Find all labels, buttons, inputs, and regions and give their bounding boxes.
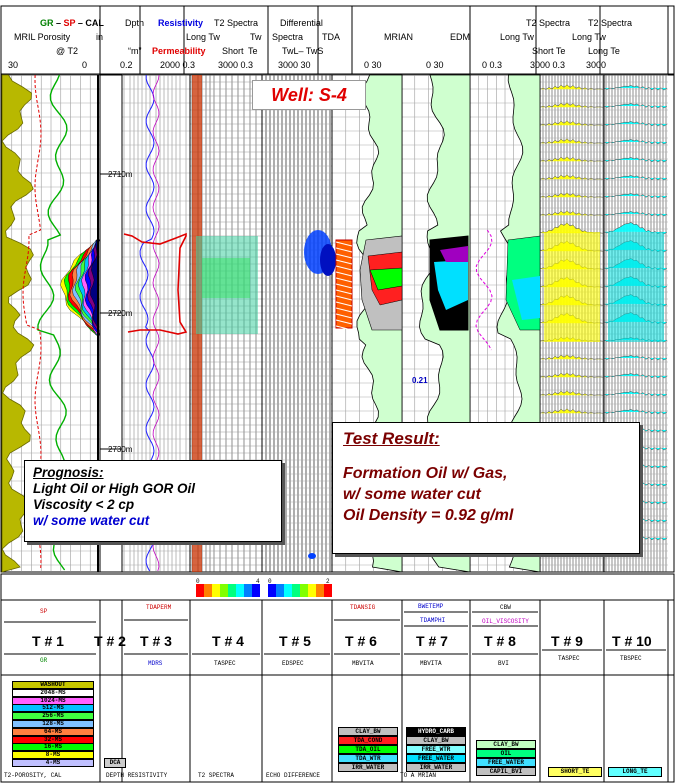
mrianLegend-item: FREE_WTR: [406, 745, 466, 754]
t2c-longte: Long Te: [588, 46, 620, 56]
depth-2730: 2730m: [108, 445, 133, 454]
curve-tdansig: TDANSIG: [350, 604, 376, 611]
col1-scale-left: 30: [8, 60, 19, 70]
colorbar1-seg: [228, 584, 236, 597]
tda-label: TDA: [322, 32, 340, 42]
curve-taspec: TASPEC: [214, 660, 236, 667]
mrian-scale: 0 30: [426, 60, 444, 70]
t2-long-title: T2 Spectra: [214, 18, 259, 28]
colorbar2-seg: [276, 584, 284, 597]
at-t2-label: @ T2: [56, 46, 78, 56]
footer-2: DEPTH RESISTIVITY: [106, 772, 168, 779]
colorbar2-seg: [300, 584, 308, 597]
tdaLegend-item: IRR_WATER: [338, 763, 398, 772]
tdaLegend-item: TDA_OIL: [338, 745, 398, 754]
t2c-longtw: Long Tw: [572, 32, 606, 42]
tdaLegend-item: TDA_COND: [338, 736, 398, 745]
porosity-legend-item: 1024-MS: [12, 697, 94, 705]
tdaLegend-item: CLAY_BW: [338, 727, 398, 736]
t2-short-label: Short: [222, 46, 244, 56]
curve-taspec9: TASPEC: [558, 655, 580, 662]
colorbar2-seg: [308, 584, 316, 597]
curve-edspec: EDSPEC: [282, 660, 304, 667]
tw-label: Tw: [250, 32, 262, 42]
footer-tag: DCA: [104, 758, 126, 768]
colorbar1-seg: [236, 584, 244, 597]
footer-3: T2 SPECTRA: [198, 772, 235, 779]
curve-bwetemp: BWETEMP: [418, 603, 444, 610]
col1-scale-mid: 0: [82, 60, 88, 70]
bviLegend-item: CAPIL_BVI: [476, 767, 536, 776]
porosity-legend-item: WASHOUT: [12, 681, 94, 689]
mrian-label: MRIAN: [384, 32, 413, 42]
tda-scale: 0 30: [364, 60, 382, 70]
permeability-label: Permeability: [152, 46, 206, 56]
depth-2710: 2710m: [108, 170, 133, 179]
curve-tdamphi: TDAMPHI: [420, 617, 446, 624]
porosity-legend-item: 64-MS: [12, 728, 94, 736]
prognosis-line3: w/ some water cut: [33, 513, 150, 528]
t4-spectrum-core: [202, 258, 250, 298]
footer-5: TO A MRIAN: [400, 772, 437, 779]
colorbar1-seg: [220, 584, 228, 597]
tdaLegend-item: TDA_WTR: [338, 754, 398, 763]
prognosis-line2: Viscosity < 2 cp: [33, 497, 135, 512]
mrianLegend-item: CLAY_BW: [406, 736, 466, 745]
t10-bright-zone: [608, 232, 664, 342]
curve-oilvisc: OIL_VISCOSITY: [482, 618, 529, 625]
t2c-scale: 3000: [586, 60, 607, 70]
test-result-box: [332, 422, 640, 554]
mrianLegend-item: FREE_WATER: [406, 754, 466, 763]
resistivity-label: Resistivity: [158, 18, 204, 28]
t5-diff-dot: [308, 553, 316, 559]
t2b-scale: 3000 0.3: [530, 60, 566, 70]
track-label-6: T # 6: [345, 633, 377, 649]
t2b-shortte: Short Te: [532, 46, 566, 56]
legend-long-te: LONG_TE: [608, 767, 662, 777]
sp-label: SP: [63, 18, 76, 28]
track-label-9: T # 9: [551, 633, 583, 649]
porosity-legend-item: 32-MS: [12, 736, 94, 744]
colorbar2-seg: [284, 584, 292, 597]
prognosis-title: Prognosis:: [33, 465, 104, 480]
track-label-5: T # 5: [279, 633, 311, 649]
sep1: –: [53, 18, 64, 28]
porosity-legend-item: 4-MS: [12, 759, 94, 767]
bviLegend-item: FREE_WATER: [476, 758, 536, 767]
mril-porosity-label: MRIL Porosity: [14, 32, 71, 42]
t2b-title: T2 Spectra: [526, 18, 571, 28]
t2-long-tw: Long Tw: [186, 32, 220, 42]
col1-header: [40, 18, 104, 28]
track-label-2: T # 2: [94, 633, 126, 649]
well-label: Well: S-4: [252, 80, 366, 110]
prognosis-line1: Light Oil or High GOR Oil: [33, 481, 195, 496]
test-result-line2: w/ some water cut: [343, 486, 481, 503]
curve-mbvita7: MBVITA: [420, 660, 442, 667]
curve-tbspec10: TBSPEC: [620, 655, 642, 662]
col1-scale-right: 0.2: [120, 60, 133, 70]
mrianLegend-item: HYDRO_CARB: [406, 727, 466, 736]
colorbar1-seg: [196, 584, 204, 597]
track-label-4: T # 4: [212, 633, 244, 649]
curve-sp: SP: [40, 608, 48, 615]
depth-label: Dpth: [125, 18, 145, 28]
curve-mdrs: MDRS: [148, 660, 163, 667]
bviLegend-item: CLAY_BW: [476, 740, 536, 749]
porosity-legend-item: 8-MS: [12, 751, 94, 759]
curve-cbw: CBW: [500, 604, 511, 611]
colorbar1-seg: [244, 584, 252, 597]
test-result-line1: Formation Oil w/ Gas,: [343, 465, 508, 482]
edm-value: 0.21: [412, 376, 428, 385]
diff-sub-label: TwL– TwS: [282, 46, 324, 56]
spectra-label: Spectra: [272, 32, 304, 42]
footer-4: ECHO DIFFERENCE: [266, 772, 321, 779]
t2-short-te: Te: [248, 46, 258, 56]
depth-unit: “m”: [128, 46, 142, 56]
t5-diff-core: [320, 244, 336, 276]
curve-mbvita6: MBVITA: [352, 660, 374, 667]
colorbar-tick-1: 4: [256, 578, 260, 585]
porosity-legend-item: 2048-MS: [12, 689, 94, 697]
test-result-title: Test Result:: [343, 429, 440, 448]
curve-gr: GR: [40, 657, 48, 664]
curve-bvi: BVI: [498, 660, 509, 667]
diff-scale: 3000 30: [278, 60, 311, 70]
legend-short-te: SHORT_TE: [548, 767, 602, 777]
track-label-1: T # 1: [32, 633, 64, 649]
depth-2720: 2720m: [108, 309, 133, 318]
differential-label: Differential: [280, 18, 323, 28]
gr-label: GR: [40, 18, 54, 28]
mrianLegend-item: IRR_WATER: [406, 763, 466, 772]
resistivity-scale: 2000 0.3: [160, 60, 196, 70]
bviLegend-item: OIL: [476, 749, 536, 758]
edm-label: EDM: [450, 32, 470, 42]
porosity-legend-item: 16-MS: [12, 743, 94, 751]
colorbar2-seg: [268, 584, 276, 597]
colorbar-tick-2: 0: [268, 578, 272, 585]
colorbar2-seg: [292, 584, 300, 597]
cal-label: – CAL: [75, 18, 104, 28]
test-result-line3: Oil Density = 0.92 g/ml: [343, 507, 514, 524]
track-label-8: T # 8: [484, 633, 516, 649]
porosity-legend-item: 256-MS: [12, 712, 94, 720]
t2b-longtw: Long Tw: [500, 32, 534, 42]
track-label-10: T # 10: [612, 633, 652, 649]
colorbar1-seg: [252, 584, 260, 597]
porosity-legend-item: 128-MS: [12, 720, 94, 728]
t2-scale: 3000 0.3: [218, 60, 254, 70]
colorbar1-seg: [212, 584, 220, 597]
track-label-7: T # 7: [416, 633, 448, 649]
colorbar2-seg: [324, 584, 332, 597]
prognosis-box: [24, 460, 282, 542]
t2c-title: T2 Spectra: [588, 18, 633, 28]
curve-tdaperm: TDAPERM: [146, 604, 172, 611]
track-label-3: T # 3: [140, 633, 172, 649]
footer-1: T2-POROSITY, CAL: [4, 772, 62, 779]
colorbar-tick-0: 0: [196, 578, 200, 585]
colorbar1-seg: [204, 584, 212, 597]
t9-bright-zone: [544, 232, 600, 342]
colorbar-tick-3: 2: [326, 578, 330, 585]
colorbar2-seg: [316, 584, 324, 597]
cal-unit-label: in: [96, 32, 104, 42]
porosity-legend-item: 512-MS: [12, 704, 94, 712]
edm-scale: 0 0.3: [482, 60, 503, 70]
